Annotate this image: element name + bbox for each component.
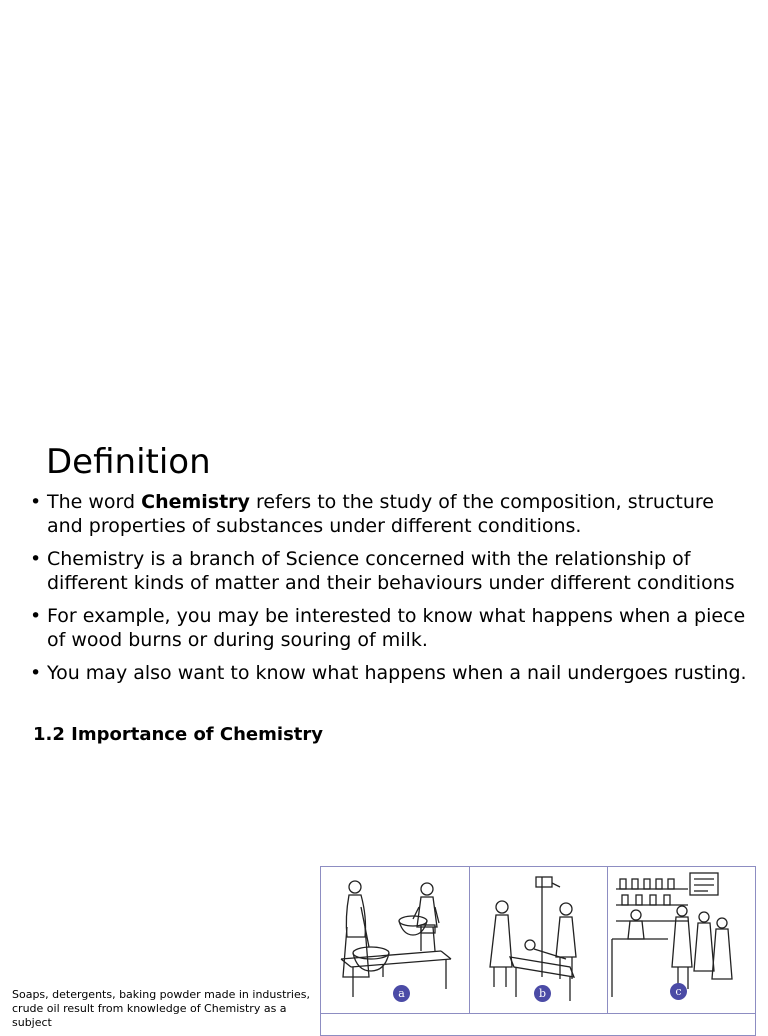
bullet-text: Chemistry is a branch of Science concerned with the relationship of different kinds of matter and their behaviours under different conditions — [47, 548, 735, 594]
bullet-icon: • — [30, 491, 42, 513]
illustration-panel-a — [321, 867, 470, 1013]
bullet-icon: • — [30, 548, 42, 570]
grid-divider — [321, 1013, 755, 1014]
list-item — [30, 604, 750, 652]
section-subheading: 1.2 Importance of Chemistry — [33, 724, 323, 745]
label-b-badge: b — [534, 985, 551, 1002]
page-title: Definition — [46, 442, 211, 482]
bullet-text-post: refers to the study of the composition, structure and properties of substances under different conditions. — [47, 491, 714, 537]
figure-caption: Soaps, detergents, baking powder made in industries, crude oil result from knowledge of Chemistry as a subject — [12, 988, 310, 1029]
list-item — [30, 661, 750, 685]
list-item — [30, 547, 750, 595]
illustration-grid — [320, 866, 756, 1036]
bullet-icon: • — [30, 662, 42, 684]
label-a-badge: a — [393, 985, 410, 1002]
definition-list — [30, 490, 750, 694]
list-item — [30, 490, 750, 538]
label-c-badge: c — [670, 983, 687, 1000]
illustration-panel-c — [608, 867, 756, 1013]
bullet-text: For example, you may be interested to know what happens when a piece of wood burns or during souring of milk. — [47, 605, 746, 651]
bullet-icon: • — [30, 605, 42, 627]
bullet-text: You may also want to know what happens when a nail undergoes rusting. — [47, 662, 747, 684]
illustration-panel-b — [470, 867, 608, 1013]
bullet-text-pre: The word — [47, 491, 142, 513]
bullet-text-bold: Chemistry — [141, 491, 250, 513]
